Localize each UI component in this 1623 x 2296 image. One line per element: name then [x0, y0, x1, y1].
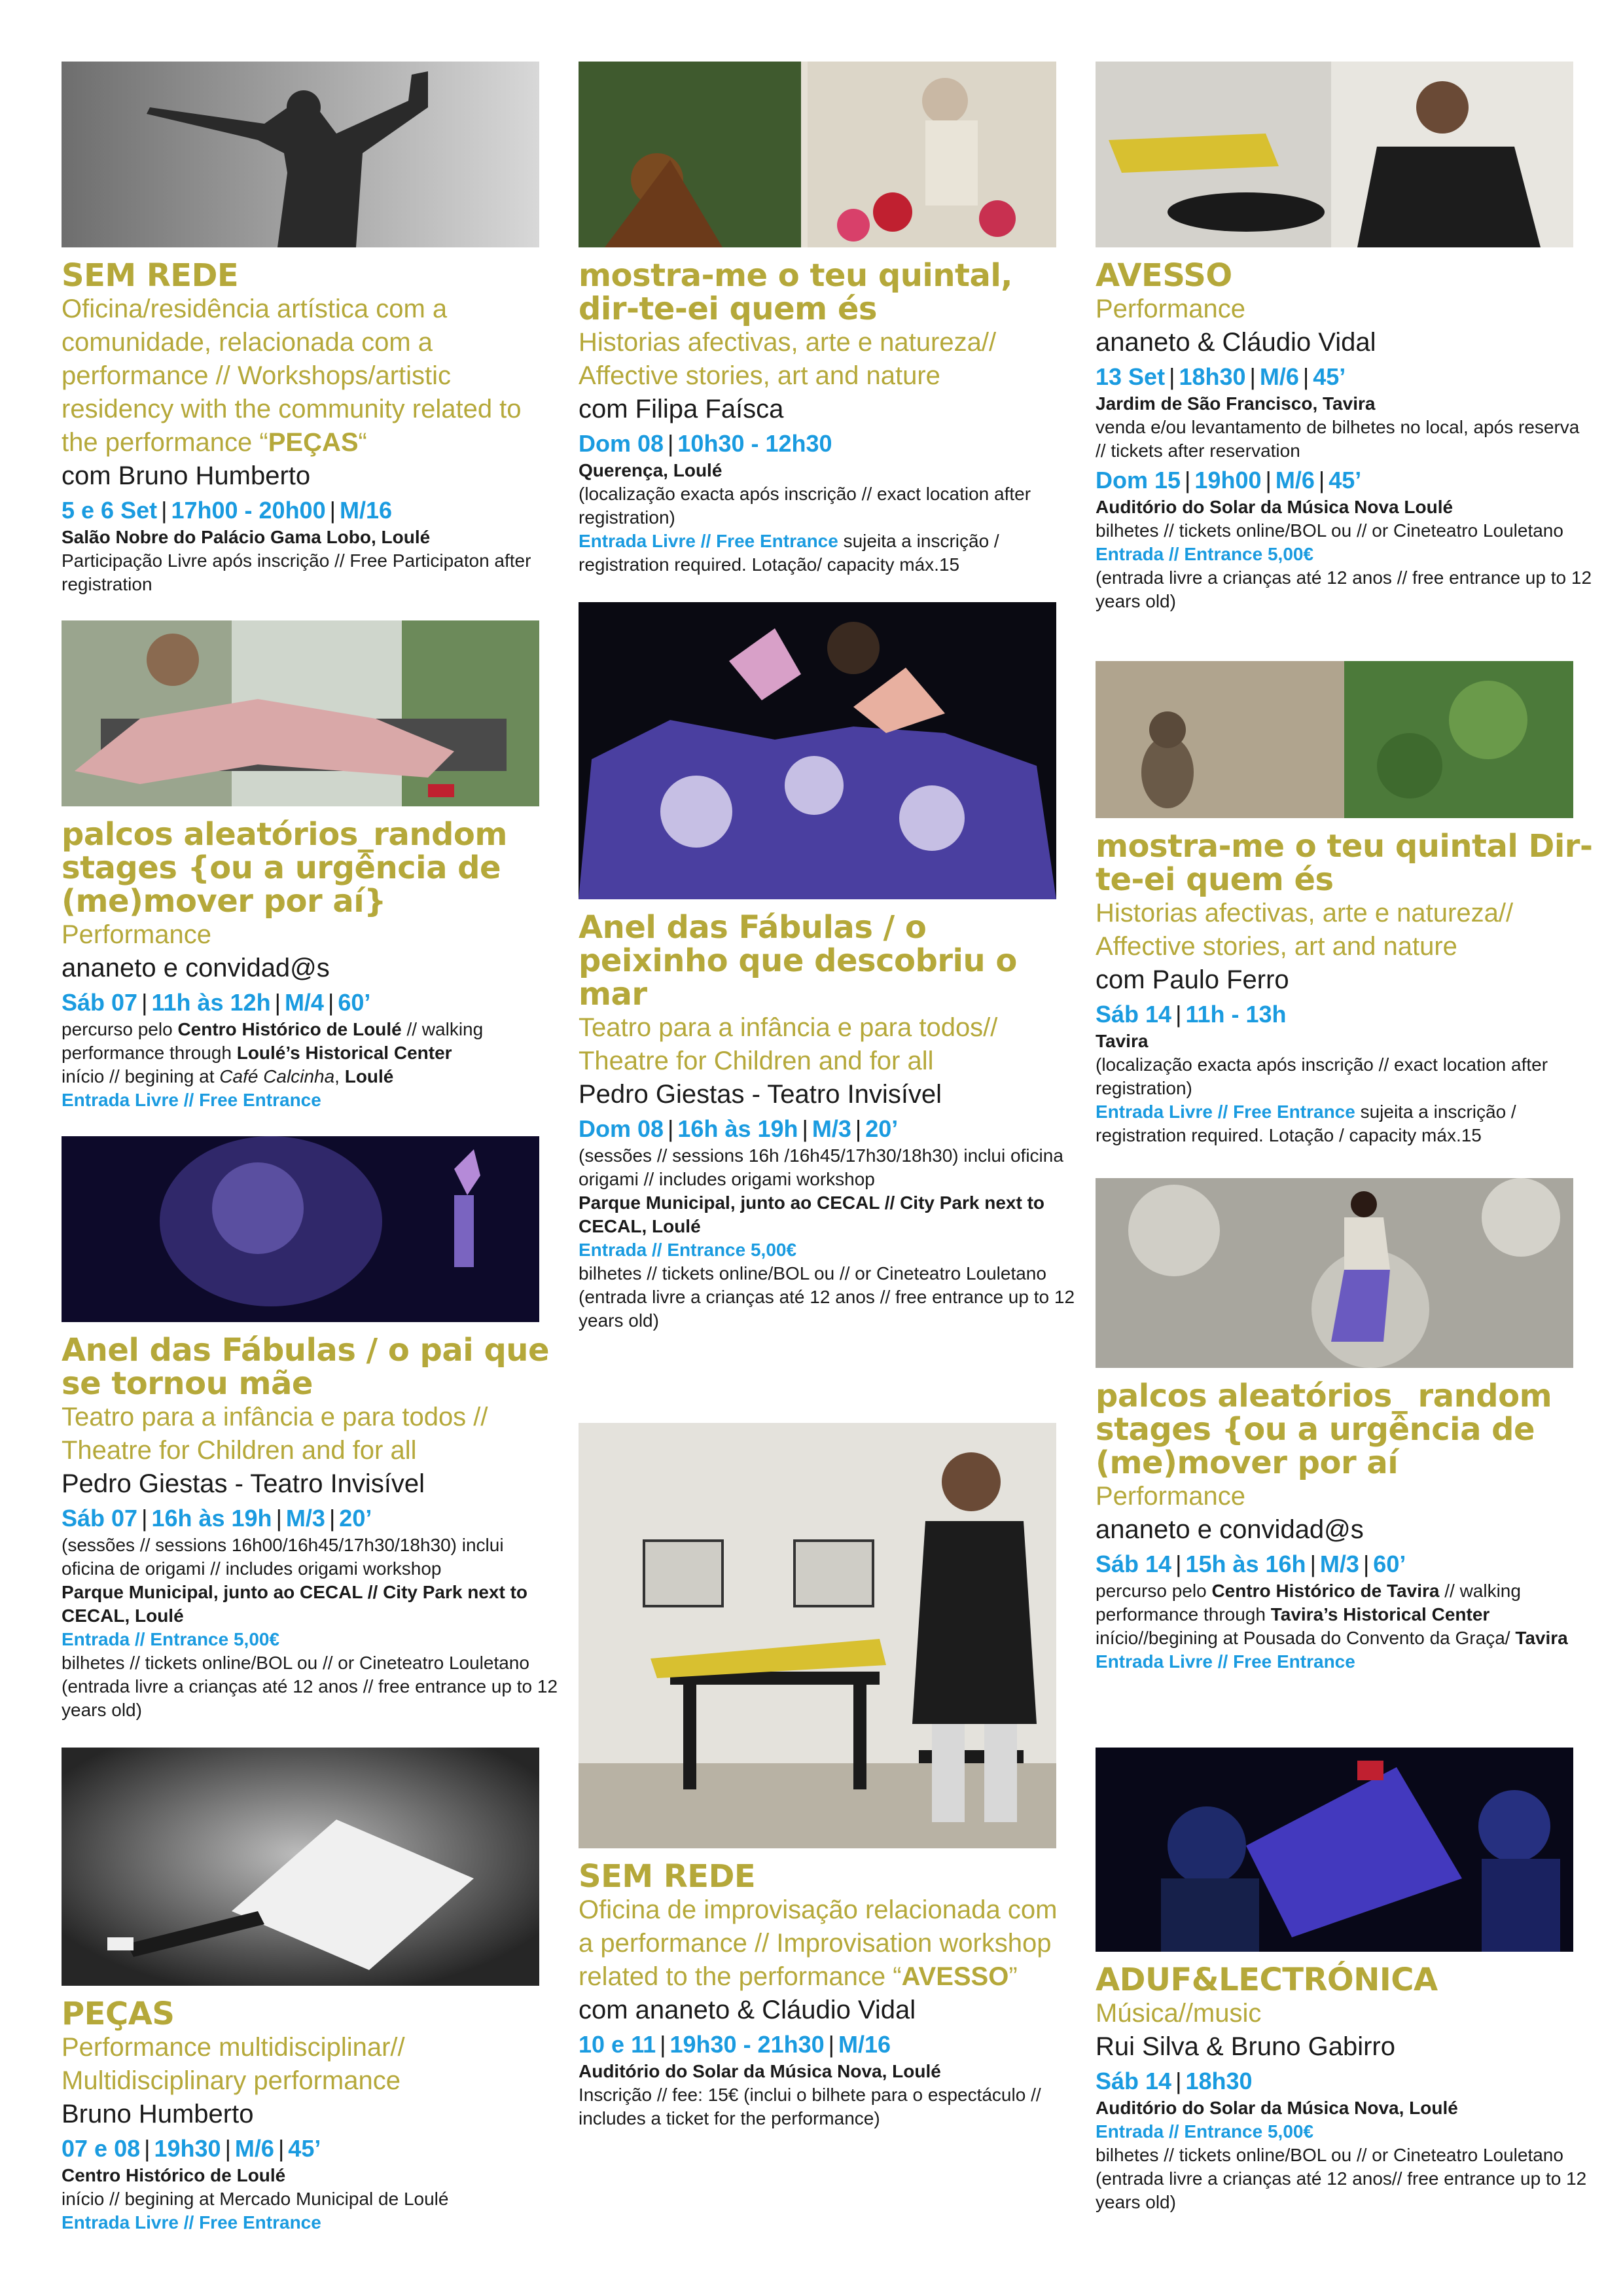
- event-tickets: bilhetes // tickets online/BOL ou // or Cineteatro Louletano: [1096, 520, 1563, 541]
- event-info: (localização exacta após inscrição // exact location after registration): [579, 484, 1031, 528]
- event-subtitle: Historias afectivas, arte e natureza// Affective stories, art and nature: [1096, 899, 1514, 961]
- event-artist: ananeto e convidad@s: [62, 954, 330, 982]
- event-info: Inscrição // fee: 15€ (inclui o bilhete para o espectáculo // includes a ticket for the performance): [579, 2085, 1041, 2128]
- event-entrance: Entrada Livre // Free Entrance: [62, 2212, 321, 2233]
- event-location: Tavira: [1096, 1031, 1149, 1051]
- event-title: SEM REDE: [579, 1858, 756, 1895]
- event-title: mostra-me o teu quintal Dir-te-ei quem és: [1096, 828, 1593, 898]
- event-palcos-aleatorios-1: [62, 620, 559, 1112]
- event-anel-pai: [62, 1136, 559, 1722]
- event-tickets: bilhetes // tickets online/BOL ou // or Cineteatro Louletano (entrada livre a crianças até 12 anos// free entrance up to 12 years old): [1096, 2145, 1587, 2212]
- event-artist: Bruno Humberto: [62, 2100, 254, 2128]
- event-title: mostra-me o teu quintal, dir-te-ei quem és: [579, 257, 1013, 327]
- event-location: Parque Municipal, junto ao CECAL // City Park next to CECAL, Loulé: [579, 1193, 1045, 1236]
- event-entrance: Entrada // Entrance 5,00€: [1096, 544, 1314, 564]
- event-photo: [1096, 1748, 1573, 1952]
- event-subtitle: Performance: [1096, 295, 1245, 323]
- event-location: Salão Nobre do Palácio Gama Lobo, Loulé: [62, 527, 431, 547]
- event-location: Querença, Loulé: [579, 460, 722, 480]
- event-info: (sessões // sessions 16h /16h45/17h30/18h30) inclui oficina origami // includes origami workshop: [579, 1145, 1063, 1189]
- event-photo: [579, 602, 1056, 899]
- event-photo: [579, 62, 1056, 247]
- event-title: Anel das Fábulas / o peixinho que descobriu o mar: [579, 909, 1017, 1013]
- event-schedule: Sáb 14 | 11h - 13h: [1096, 1001, 1287, 1028]
- event-photo: [1096, 1178, 1573, 1368]
- event-photo: [62, 1136, 539, 1322]
- event-info-2: (entrada livre a crianças até 12 anos // free entrance up to 12 years old): [1096, 567, 1592, 611]
- event-artist: Pedro Giestas - Teatro Invisível: [62, 1469, 425, 1498]
- event-tickets: bilhetes // tickets online/BOL ou // or Cineteatro Louletano (entrada livre a crianças até 12 anos // free entrance up to 12 years old): [62, 1653, 558, 1720]
- event-palcos-aleatorios-2: [1096, 1178, 1593, 1674]
- event-sem-rede-2: [579, 1423, 1076, 2130]
- event-entrance: Entrada Livre // Free Entrance: [62, 1090, 321, 1110]
- event-location: Auditório do Solar da Música Nova, Loulé: [579, 2061, 941, 2081]
- event-subtitle: Performance: [1096, 1482, 1245, 1511]
- event-location: Centro Histórico de Loulé: [62, 2165, 286, 2185]
- event-subtitle: Teatro para a infância e para todos// Theatre for Children and for all: [579, 1013, 998, 1075]
- event-anel-peixinho: [579, 602, 1076, 1333]
- event-photo: [579, 1423, 1056, 1848]
- event-artist: com Filipa Faísca: [579, 395, 784, 423]
- event-artist: ananeto & Cláudio Vidal: [1096, 328, 1376, 357]
- event-artist: ananeto e convidad@s: [1096, 1515, 1364, 1544]
- event-entrance: Entrada Livre // Free Entrance: [1096, 1651, 1355, 1672]
- event-title: palcos aleatórios_random stages {ou a urgência de (me)mover por aí}: [62, 816, 507, 920]
- event-subtitle: Performance: [62, 920, 211, 949]
- event-schedule: Dom 08 | 10h30 - 12h30: [579, 430, 832, 457]
- event-subtitle: Performance multidisciplinar// Multidisciplinary performance: [62, 2033, 405, 2095]
- event-pecas: [62, 1748, 559, 2234]
- event-entrance: Entrada Livre // Free Entrance sujeita a inscrição / registration required. Lotação/ capacity máx.15: [579, 531, 999, 575]
- event-title: ADUF&LECTRÓNICA: [1096, 1962, 1438, 1998]
- event-photo: [62, 620, 539, 806]
- event-title: palcos aleatórios_ random stages {ou a urgência de (me)mover por aí: [1096, 1378, 1552, 1481]
- event-subtitle: Historias afectivas, arte e natureza// Affective stories, art and nature: [579, 328, 997, 390]
- event-mostra-me-quintal-1: [579, 62, 1076, 577]
- event-info: (localização exacta após inscrição // exact location after registration): [1096, 1054, 1548, 1098]
- event-artist: com ananeto & Cláudio Vidal: [579, 1996, 916, 2024]
- event-title: Anel das Fábulas / o pai que se tornou mãe: [62, 1332, 550, 1402]
- event-entrance: Entrada // Entrance 5,00€: [579, 1240, 797, 1260]
- event-subtitle: Oficina/residência artística com a comunidade, relacionada com a performance // Workshops/artistic residency with the community related to the performance “PEÇAS“: [62, 295, 522, 457]
- event-location: Parque Municipal, junto ao CECAL // City Park next to CECAL, Loulé: [62, 1582, 528, 1626]
- event-location: Auditório do Solar da Música Nova, Loulé: [1096, 2098, 1458, 2118]
- event-info-1: venda e/ou levantamento de bilhetes no local, após reserva // tickets after reservation: [1096, 417, 1580, 461]
- event-schedule: Sáb 07 | 16h às 19h | M/3 | 20’: [62, 1505, 372, 1532]
- event-photo: [62, 62, 539, 247]
- event-schedule: Dom 08 | 16h às 19h | M/3 | 20’: [579, 1115, 899, 1142]
- event-avesso: [1096, 62, 1593, 613]
- event-schedule: 07 e 08 | 19h30 | M/6 | 45’: [62, 2135, 321, 2162]
- event-artist: Rui Silva & Bruno Gabirro: [1096, 2032, 1395, 2061]
- event-schedule: Sáb 14 | 18h30: [1096, 2068, 1253, 2094]
- event-mostra-me-quintal-2: [1096, 661, 1593, 1147]
- event-info: percurso pelo Centro Histórico de Tavira // walking performance through Tavira’s Historical Center início//begining at Pousada do Convento da Graça/ Tavira: [1096, 1581, 1568, 1648]
- event-schedule-2: Dom 15 | 19h00 | M/6 | 45’: [1096, 467, 1362, 493]
- event-info: início // begining at Mercado Municipal de Loulé: [62, 2189, 449, 2209]
- event-location-1: Jardim de São Francisco, Tavira: [1096, 393, 1376, 414]
- event-subtitle: Oficina de improvisação relacionada com a performance // Improvisation workshop related to the performance “AVESSO”: [579, 1895, 1058, 1991]
- event-photo: [1096, 62, 1573, 247]
- event-info: percurso pelo Centro Histórico de Loulé // walking performance through Loulé’s Historical Center início // begining at Café Calcinha, Loulé: [62, 1019, 484, 1086]
- event-schedule: Sáb 07 | 11h às 12h | M/4 | 60’: [62, 989, 371, 1016]
- event-entrance: Entrada // Entrance 5,00€: [62, 1629, 280, 1649]
- event-artist: com Bruno Humberto: [62, 461, 311, 490]
- event-entrance: Entrada Livre // Free Entrance sujeita a inscrição / registration required. Lotação / capacity máx.15: [1096, 1102, 1516, 1145]
- event-aduf-lectronica: [1096, 1748, 1593, 2214]
- event-schedule: Sáb 14 | 15h às 16h | M/3 | 60’: [1096, 1551, 1406, 1577]
- event-subtitle: Música//music: [1096, 1999, 1262, 2028]
- event-location-2: Auditório do Solar da Música Nova Loulé: [1096, 497, 1454, 517]
- event-artist: com Paulo Ferro: [1096, 965, 1289, 994]
- event-title: PEÇAS: [62, 1996, 175, 2032]
- event-info: (sessões // sessions 16h00/16h45/17h30/18h30) inclui oficina de origami // includes origami workshop: [62, 1535, 504, 1579]
- event-title: AVESSO: [1096, 257, 1232, 294]
- event-schedule-1: 13 Set | 18h30 | M/6 | 45’: [1096, 363, 1346, 390]
- event-photo: [1096, 661, 1573, 818]
- event-artist: Pedro Giestas - Teatro Invisível: [579, 1080, 942, 1109]
- event-sem-rede-1: [62, 62, 559, 596]
- event-schedule: 5 e 6 Set | 17h00 - 20h00 | M/16: [62, 497, 393, 524]
- event-schedule: 10 e 11 | 19h30 - 21h30 | M/16: [579, 2031, 891, 2058]
- event-subtitle: Teatro para a infância e para todos // Theatre for Children and for all: [62, 1403, 488, 1465]
- event-photo: [62, 1748, 539, 1986]
- event-entrance: Entrada // Entrance 5,00€: [1096, 2121, 1314, 2142]
- event-info: Participação Livre após inscrição // Free Participaton after registration: [62, 550, 531, 594]
- event-title: SEM REDE: [62, 257, 239, 294]
- event-tickets: bilhetes // tickets online/BOL ou // or Cineteatro Louletano (entrada livre a crianças até 12 anos // free entrance up to 12 years old): [579, 1263, 1075, 1331]
